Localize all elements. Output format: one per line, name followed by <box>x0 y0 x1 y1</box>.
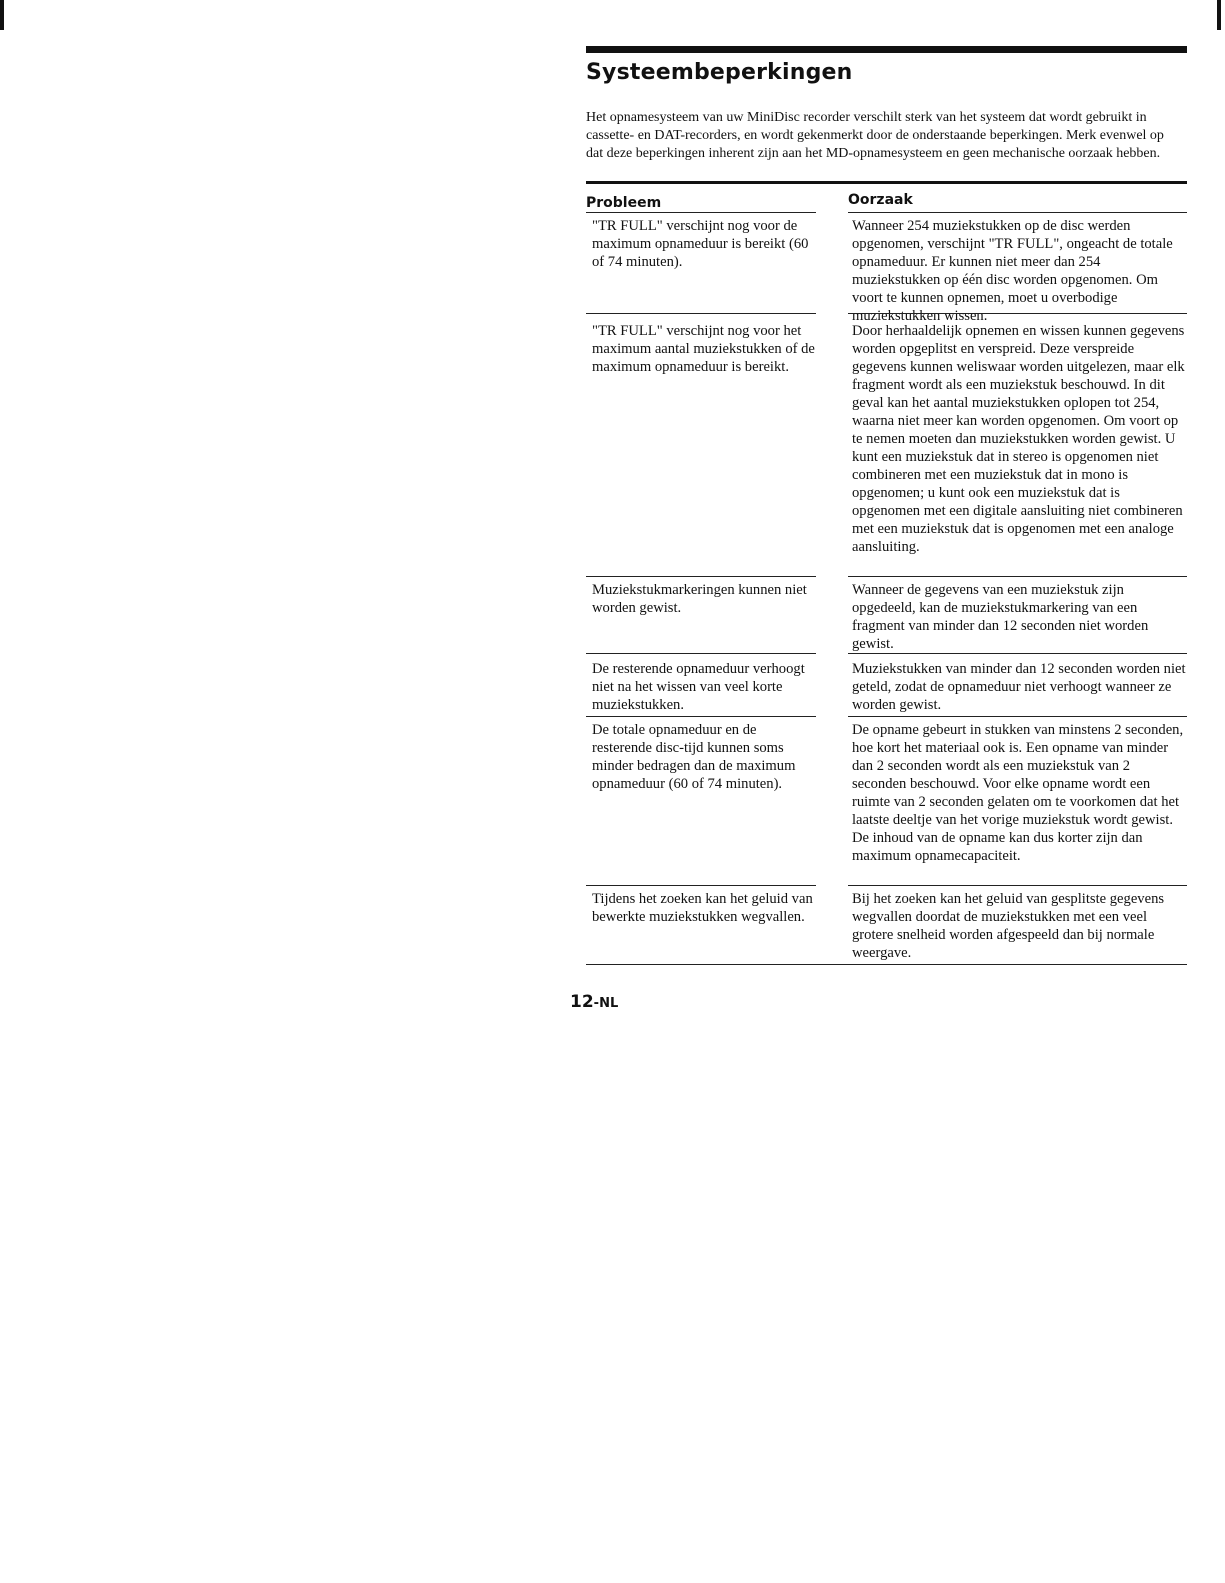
scan-edge-mark-left <box>0 0 4 30</box>
table-row <box>586 717 1187 885</box>
section-top-rule <box>586 46 1187 53</box>
table-row <box>586 577 1187 653</box>
problem-cell: De resterende opnameduur verhoogt niet na het wissen van veel korte muziekstukken. <box>592 661 805 713</box>
problem-cell: Tijdens het zoeken kan het geluid van bewerkte muziekstukken wegvallen. <box>592 891 813 925</box>
cause-cell: Door herhaaldelijk opnemen en wissen kunnen gegevens worden opgeplitst en verspreid. Deze verspreide gegevens kunnen weliswaar worden uitgelezen, maar elk fragment wordt als een muziekstuk beschouwd. In dit geval kan het aantal muziekstukken oplopen tot 254, waarna niet meer kan worden opgenomen. Om voort op te nemen moeten dan muziekstukken worden gewist. U kunt een muziekstuk dat in stereo is opgenomen niet combineren met een muziekstuk dat in mono is opgenomen; u kunt ook een muziekstuk dat is opgenomen met een digitale aansluiting niet combineren met een muziekstuk dat is opgenomen met een analoge aansluiting. <box>852 323 1185 555</box>
table-row <box>586 314 1187 576</box>
header-probleem: Probleem <box>586 191 816 213</box>
problem-cell: Muziekstukmarkeringen kunnen niet worden gewist. <box>592 582 807 616</box>
scan-edge-mark-right <box>1217 0 1221 30</box>
table-top-rule <box>586 181 1187 184</box>
page-number-suffix: -NL <box>593 996 619 1011</box>
document-page <box>586 46 1187 965</box>
row-separator <box>586 885 1187 886</box>
header-oorzaak: Oorzaak <box>848 191 1187 213</box>
section-title: Systeembeperkingen <box>586 60 853 85</box>
row-separator <box>586 313 1187 314</box>
row-separator <box>586 716 1187 717</box>
cause-cell: De opname gebeurt in stukken van minstens 2 seconden, hoe kort het materiaal ook is. Een opname van minder dan 2 seconden wordt als een muziekstuk van 2 seconden beschouwd. Voor elke opname wordt een ruimte van 2 seconden gelaten om te voorkomen dat het laatste deeltje van het vorige muziekstuk wordt gewist. De inhoud van de opname kan dus korter zijn dan maximum opnamecapaciteit. <box>852 722 1184 864</box>
page-number-value: 12 <box>570 992 594 1012</box>
table-row <box>586 886 1187 964</box>
table-body <box>586 213 1187 965</box>
cause-cell: Bij het zoeken kan het geluid van gesplitste gegevens wegvallen doordat de muziekstukken met een veel grotere snelheid worden afgespeeld dan bij normale weergave. <box>852 891 1165 961</box>
problem-cell: "TR FULL" verschijnt nog voor de maximum opnameduur is bereikt (60 of 74 minuten). <box>592 218 809 270</box>
problem-cell: De totale opnameduur en de resterende disc-tijd kunnen soms minder bedragen dan de maximum opnameduur (60 of 74 minuten). <box>592 722 796 792</box>
row-separator <box>586 653 1187 654</box>
table-header <box>586 191 1187 213</box>
table-bottom-rule <box>586 964 1187 965</box>
row-separator <box>586 576 1187 577</box>
cause-cell: Wanneer de gegevens van een muziekstuk zijn opgedeeld, kan de muziekstukmarkering van een fragment van minder dan 12 seconden niet worden gewist. <box>852 582 1149 652</box>
table-row <box>586 213 1187 324</box>
table-row <box>586 654 1187 716</box>
page-number <box>570 992 618 1012</box>
cause-cell: Muziekstukken van minder dan 12 seconden worden niet geteld, zodat de opnameduur niet verhoogt wanneer ze worden gewist. <box>852 661 1186 713</box>
intro-paragraph: Het opnamesysteem van uw MiniDisc recorder verschilt sterk van het systeem dat wordt gebruikt in cassette- en DAT-recorders, en wordt gekenmerkt door de onderstaande beperkingen. Merk evenwel op dat deze beperkingen inherent zijn aan het MD-opnamesysteem en geen mechanische oorzaak hebben. <box>586 110 1164 161</box>
cause-cell: Wanneer 254 muziekstukken op de disc werden opgenomen, verschijnt "TR FULL", ongeacht de totale opnameduur. Er kunnen niet meer dan 254 muziekstukken op één disc worden opgenomen. Om voort te kunnen opnemen, moet u overbodige muziekstukken wissen. <box>852 218 1173 324</box>
problem-cell: "TR FULL" verschijnt nog voor het maximum aantal muziekstukken of de maximum opnameduur is bereikt. <box>592 323 815 375</box>
